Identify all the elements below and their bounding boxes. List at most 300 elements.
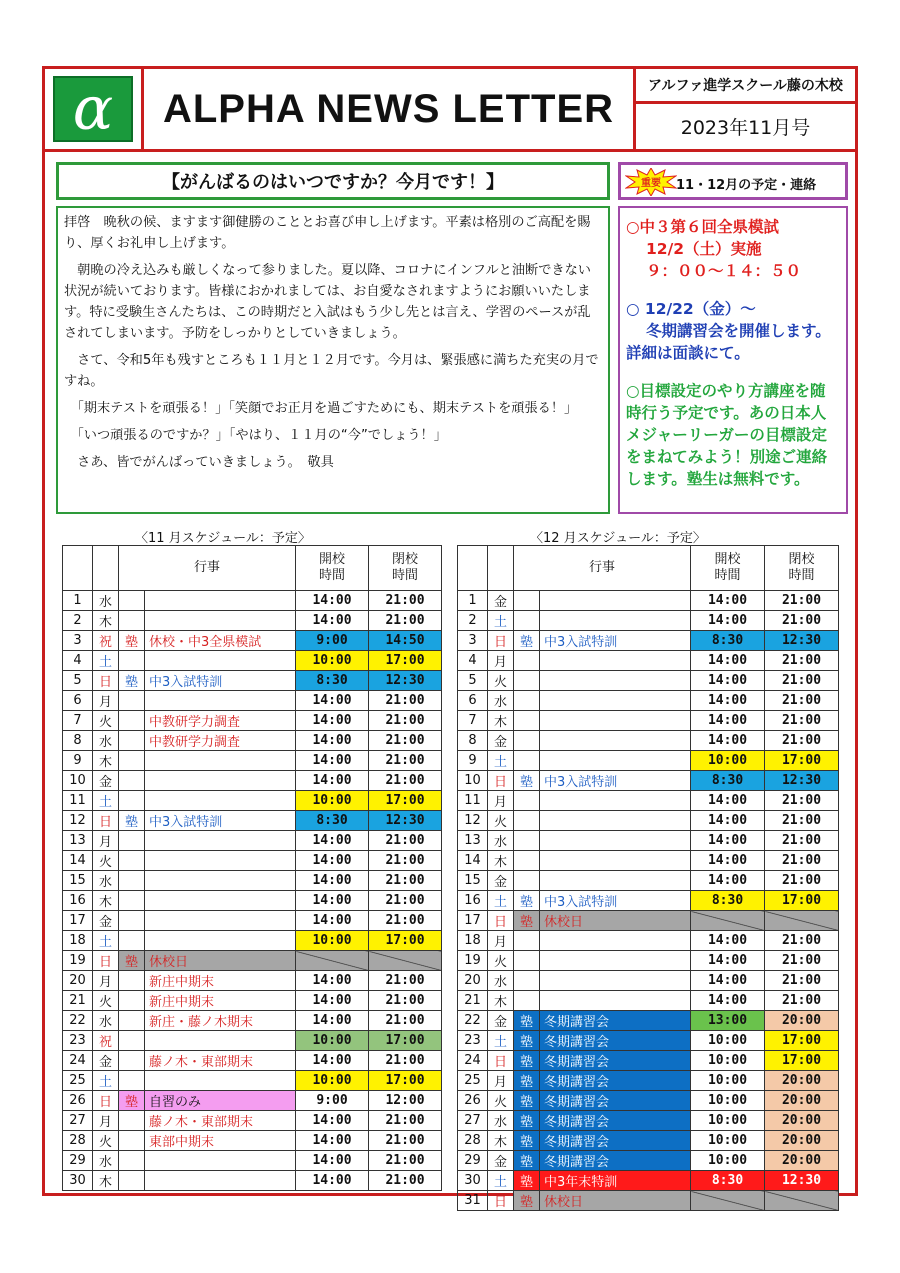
- table-row: [63, 811, 442, 831]
- day-cell: 19: [458, 951, 488, 971]
- juku-cell: 塾: [514, 1191, 540, 1211]
- weekday-cell: 日: [488, 1051, 514, 1071]
- open-time-cell: 10:00: [296, 1071, 369, 1091]
- day-cell: 2: [63, 611, 93, 631]
- close-time-cell: 21:00: [369, 1111, 442, 1131]
- table-row: [63, 771, 442, 791]
- event-cell: 冬期講習会: [540, 1011, 691, 1031]
- open-time-cell: 14:00: [296, 1051, 369, 1071]
- juku-cell: [514, 971, 540, 991]
- weekday-cell: 土: [488, 751, 514, 771]
- open-time-cell: 14:00: [691, 951, 765, 971]
- day-cell: 13: [63, 831, 93, 851]
- close-time-cell: 21:00: [765, 931, 839, 951]
- dec-schedule-table: [457, 545, 839, 1211]
- event-cell: [540, 931, 691, 951]
- event-cell: [145, 651, 296, 671]
- table-row: [458, 1111, 839, 1131]
- close-time-cell: 21:00: [369, 911, 442, 931]
- school-name: アルファ進学スクール藤の木校: [633, 66, 858, 104]
- close-time-cell: 21:00: [369, 1151, 442, 1171]
- juku-cell: [514, 731, 540, 751]
- header-weekday: [93, 546, 119, 591]
- open-time-cell: 14:00: [296, 891, 369, 911]
- close-time-cell: 20:00: [765, 1131, 839, 1151]
- notice-title: 11・12月の予定・連絡: [676, 178, 817, 193]
- weekday-cell: 日: [488, 771, 514, 791]
- newsletter-title: [141, 66, 636, 152]
- juku-cell: [119, 1131, 145, 1151]
- table-row: [458, 891, 839, 911]
- weekday-cell: 火: [488, 811, 514, 831]
- letter-paragraph: 拝啓 晩秋の候、ますます御健勝のこととお喜び申し上げます。平素は格別のご高配を賜り、厚くお礼申し上げます。: [64, 215, 591, 251]
- event-cell: [145, 791, 296, 811]
- juku-cell: [514, 611, 540, 631]
- day-cell: 27: [458, 1111, 488, 1131]
- event-cell: 新庄・藤ノ木期末: [145, 1011, 296, 1031]
- juku-cell: 塾: [514, 1071, 540, 1091]
- day-cell: 21: [458, 991, 488, 1011]
- notice-line: 12/2（土）実施: [646, 240, 762, 258]
- table-row: [63, 1011, 442, 1031]
- event-cell: [145, 691, 296, 711]
- close-time-cell: 21:00: [765, 711, 839, 731]
- notice-line: ９：００～１４：５０: [646, 262, 802, 280]
- table-row: [458, 851, 839, 871]
- day-cell: 20: [458, 971, 488, 991]
- juku-cell: [119, 771, 145, 791]
- juku-cell: [119, 611, 145, 631]
- event-cell: [540, 851, 691, 871]
- day-cell: 7: [458, 711, 488, 731]
- close-time-cell: 12:00: [369, 1091, 442, 1111]
- weekday-cell: 日: [93, 811, 119, 831]
- close-time-cell: 12:30: [369, 811, 442, 831]
- weekday-cell: 火: [488, 671, 514, 691]
- close-time-cell: 21:00: [369, 971, 442, 991]
- day-cell: 13: [458, 831, 488, 851]
- event-cell: 中3入試特訓: [145, 811, 296, 831]
- close-time-cell: 20:00: [765, 1151, 839, 1171]
- event-cell: 冬期講習会: [540, 1111, 691, 1131]
- close-time-cell: 21:00: [765, 731, 839, 751]
- juku-cell: 塾: [514, 1051, 540, 1071]
- weekday-cell: 木: [488, 711, 514, 731]
- open-time-cell: [691, 1191, 765, 1211]
- open-time-cell: 14:00: [296, 711, 369, 731]
- open-time-cell: 14:00: [296, 1111, 369, 1131]
- weekday-cell: 火: [93, 851, 119, 871]
- weekday-cell: 土: [488, 1171, 514, 1191]
- open-time-cell: 14:00: [691, 971, 765, 991]
- notice-line: ○ 12/22（金）～: [626, 300, 756, 318]
- open-time-cell: [296, 951, 369, 971]
- weekday-cell: 日: [488, 911, 514, 931]
- event-cell: 自習のみ: [145, 1091, 296, 1111]
- weekday-cell: 火: [93, 1131, 119, 1151]
- open-time-cell: 14:00: [296, 911, 369, 931]
- day-cell: 11: [63, 791, 93, 811]
- close-time-cell: 21:00: [765, 971, 839, 991]
- close-time-cell: 21:00: [369, 1051, 442, 1071]
- day-cell: 18: [63, 931, 93, 951]
- juku-cell: 塾: [514, 1011, 540, 1031]
- event-cell: [540, 591, 691, 611]
- juku-cell: [119, 851, 145, 871]
- header-close-time: 閉校 時間: [369, 546, 442, 591]
- open-time-cell: 14:00: [296, 731, 369, 751]
- table-row: [63, 1071, 442, 1091]
- table-row: [63, 791, 442, 811]
- event-cell: [540, 691, 691, 711]
- event-cell: [540, 951, 691, 971]
- greeting-letter: [56, 206, 610, 514]
- day-cell: 17: [458, 911, 488, 931]
- open-time-cell: 10:00: [691, 1111, 765, 1131]
- day-cell: 8: [63, 731, 93, 751]
- table-row: [458, 811, 839, 831]
- event-cell: 中3入試特訓: [145, 671, 296, 691]
- table-row: [458, 631, 839, 651]
- weekday-cell: 金: [488, 1151, 514, 1171]
- juku-cell: [119, 1031, 145, 1051]
- close-time-cell: 12:30: [765, 771, 839, 791]
- table-row: [458, 971, 839, 991]
- nov-schedule-title: 〈11 月スケジュール：予定〉: [135, 531, 311, 546]
- juku-cell: [119, 911, 145, 931]
- juku-cell: 塾: [514, 1131, 540, 1151]
- table-row: [63, 611, 442, 631]
- close-time-cell: 21:00: [765, 691, 839, 711]
- day-cell: 28: [63, 1131, 93, 1151]
- close-time-cell: 21:00: [765, 851, 839, 871]
- table-row: [63, 931, 442, 951]
- weekday-cell: 金: [93, 771, 119, 791]
- juku-cell: [119, 1051, 145, 1071]
- open-time-cell: 9:00: [296, 631, 369, 651]
- table-row: [63, 731, 442, 751]
- day-cell: 10: [458, 771, 488, 791]
- weekday-cell: 土: [93, 1071, 119, 1091]
- open-time-cell: [691, 911, 765, 931]
- close-time-cell: 21:00: [369, 691, 442, 711]
- day-cell: 4: [458, 651, 488, 671]
- weekday-cell: 木: [93, 891, 119, 911]
- event-cell: [540, 791, 691, 811]
- open-time-cell: 8:30: [691, 891, 765, 911]
- open-time-cell: 14:00: [296, 1011, 369, 1031]
- day-cell: 2: [458, 611, 488, 631]
- weekday-cell: 祝: [93, 631, 119, 651]
- event-cell: 休校・中3全県模試: [145, 631, 296, 651]
- open-time-cell: 14:00: [296, 771, 369, 791]
- open-time-cell: 10:00: [296, 651, 369, 671]
- day-cell: 8: [458, 731, 488, 751]
- nov-schedule-table: [62, 545, 442, 1191]
- table-row: [63, 951, 442, 971]
- day-cell: 1: [63, 591, 93, 611]
- juku-cell: [514, 951, 540, 971]
- juku-cell: 塾: [514, 911, 540, 931]
- event-cell: [145, 911, 296, 931]
- notice-line: ○中３第６回全県模試: [626, 218, 780, 236]
- open-time-cell: 8:30: [691, 1171, 765, 1191]
- day-cell: 20: [63, 971, 93, 991]
- open-time-cell: 14:00: [296, 831, 369, 851]
- open-time-cell: 10:00: [691, 1091, 765, 1111]
- event-cell: [540, 751, 691, 771]
- event-cell: [540, 711, 691, 731]
- close-time-cell: 17:00: [369, 791, 442, 811]
- table-row: [63, 831, 442, 851]
- close-time-cell: 17:00: [369, 651, 442, 671]
- day-cell: 21: [63, 991, 93, 1011]
- notice-item-mock-exam: [626, 216, 840, 282]
- day-cell: 15: [63, 871, 93, 891]
- weekday-cell: 水: [488, 971, 514, 991]
- event-cell: [145, 851, 296, 871]
- juku-cell: [119, 651, 145, 671]
- day-cell: 24: [458, 1051, 488, 1071]
- event-cell: 藤ノ木・東部期末: [145, 1051, 296, 1071]
- juku-cell: 塾: [514, 1151, 540, 1171]
- close-time-cell: 20:00: [765, 1011, 839, 1031]
- close-time-cell: 21:00: [369, 851, 442, 871]
- close-time-cell: 17:00: [369, 931, 442, 951]
- day-cell: 22: [63, 1011, 93, 1031]
- close-time-cell: 17:00: [369, 1071, 442, 1091]
- logo-glyph: α: [72, 74, 114, 144]
- important-burst-icon: [625, 168, 677, 196]
- close-time-cell: 21:00: [369, 771, 442, 791]
- close-time-cell: 21:00: [369, 751, 442, 771]
- weekday-cell: 金: [488, 871, 514, 891]
- table-row: [458, 911, 839, 931]
- juku-cell: 塾: [119, 671, 145, 691]
- day-cell: 7: [63, 711, 93, 731]
- day-cell: 9: [458, 751, 488, 771]
- table-row: [63, 1151, 442, 1171]
- event-cell: 冬期講習会: [540, 1151, 691, 1171]
- juku-cell: 塾: [119, 1091, 145, 1111]
- weekday-cell: 土: [488, 1031, 514, 1051]
- day-cell: 30: [458, 1171, 488, 1191]
- open-time-cell: 8:30: [296, 671, 369, 691]
- notice-item-goal-setting: [626, 380, 840, 490]
- event-cell: [145, 591, 296, 611]
- event-cell: [145, 1171, 296, 1191]
- open-time-cell: 10:00: [691, 1071, 765, 1091]
- event-cell: 中3入試特訓: [540, 631, 691, 651]
- weekday-cell: 金: [488, 1011, 514, 1031]
- day-cell: 22: [458, 1011, 488, 1031]
- close-time-cell: 12:30: [765, 631, 839, 651]
- table-row: [458, 1011, 839, 1031]
- juku-cell: [119, 1071, 145, 1091]
- table-row: [458, 651, 839, 671]
- table-row: [458, 611, 839, 631]
- table-row: [458, 1151, 839, 1171]
- day-cell: 23: [458, 1031, 488, 1051]
- close-time-cell: 14:50: [369, 631, 442, 651]
- open-time-cell: 14:00: [691, 671, 765, 691]
- weekday-cell: 月: [488, 651, 514, 671]
- open-time-cell: 8:30: [691, 631, 765, 651]
- open-time-cell: 14:00: [691, 931, 765, 951]
- weekday-cell: 祝: [93, 1031, 119, 1051]
- notice-line: ○目標設定のやり方講座を随時行う予定です。あの日本人メジャーリーガーの目標設定をまねてみよう！別途ご連絡します。塾生は無料です。: [626, 382, 828, 488]
- open-time-cell: 8:30: [296, 811, 369, 831]
- weekday-cell: 月: [488, 791, 514, 811]
- event-cell: [145, 871, 296, 891]
- event-cell: [540, 871, 691, 891]
- table-row: [458, 1051, 839, 1071]
- close-time-cell: 21:00: [369, 1011, 442, 1031]
- event-cell: [540, 651, 691, 671]
- juku-cell: [119, 831, 145, 851]
- issue-date: 2023年11月号: [633, 101, 858, 152]
- event-cell: [540, 731, 691, 751]
- dec-schedule-title: 〈12 月スケジュール：予定〉: [530, 531, 706, 546]
- weekday-cell: 土: [488, 891, 514, 911]
- table-row: [63, 1131, 442, 1151]
- event-cell: 休校日: [145, 951, 296, 971]
- weekday-cell: 日: [93, 1091, 119, 1111]
- table-row: [458, 591, 839, 611]
- juku-cell: [119, 691, 145, 711]
- header-open-time: 開校 時間: [691, 546, 765, 591]
- close-time-cell: 21:00: [765, 991, 839, 1011]
- open-time-cell: 14:00: [691, 811, 765, 831]
- open-time-cell: 9:00: [296, 1091, 369, 1111]
- open-time-cell: 10:00: [691, 1151, 765, 1171]
- weekday-cell: 月: [93, 691, 119, 711]
- table-row: [458, 751, 839, 771]
- juku-cell: 塾: [514, 1171, 540, 1191]
- notice-item-winter-course: [626, 298, 840, 364]
- table-row: [458, 871, 839, 891]
- open-time-cell: 13:00: [691, 1011, 765, 1031]
- event-cell: 中3入試特訓: [540, 891, 691, 911]
- close-time-cell: [369, 951, 442, 971]
- weekday-cell: 水: [93, 1011, 119, 1031]
- table-row: [458, 671, 839, 691]
- table-row: [458, 831, 839, 851]
- weekday-cell: 土: [488, 611, 514, 631]
- day-cell: 17: [63, 911, 93, 931]
- weekday-cell: 水: [93, 731, 119, 751]
- day-cell: 29: [458, 1151, 488, 1171]
- day-cell: 26: [63, 1091, 93, 1111]
- weekday-cell: 木: [93, 1171, 119, 1191]
- weekday-cell: 火: [488, 951, 514, 971]
- table-row: [458, 991, 839, 1011]
- juku-cell: [119, 971, 145, 991]
- header-weekday: [488, 546, 514, 591]
- juku-cell: [119, 891, 145, 911]
- close-time-cell: 21:00: [765, 951, 839, 971]
- table-row: [63, 971, 442, 991]
- open-time-cell: 10:00: [296, 791, 369, 811]
- table-row: [63, 871, 442, 891]
- table-row: [458, 1191, 839, 1211]
- juku-cell: [119, 931, 145, 951]
- event-cell: 中教研学力調査: [145, 711, 296, 731]
- table-row: [63, 891, 442, 911]
- juku-cell: 塾: [514, 1091, 540, 1111]
- juku-cell: 塾: [514, 1031, 540, 1051]
- event-cell: 冬期講習会: [540, 1091, 691, 1111]
- day-cell: 28: [458, 1131, 488, 1151]
- close-time-cell: 17:00: [369, 1031, 442, 1051]
- notice-line: 冬期講習会を開催します。: [646, 322, 831, 340]
- table-row: [63, 751, 442, 771]
- weekday-cell: 日: [488, 1191, 514, 1211]
- event-cell: 冬期講習会: [540, 1051, 691, 1071]
- event-cell: [540, 831, 691, 851]
- juku-cell: [119, 751, 145, 771]
- weekday-cell: 金: [93, 1051, 119, 1071]
- event-cell: [540, 611, 691, 631]
- event-cell: 休校日: [540, 1191, 691, 1211]
- day-cell: 26: [458, 1091, 488, 1111]
- event-cell: 中3年末特訓: [540, 1171, 691, 1191]
- table-row: [458, 1171, 839, 1191]
- close-time-cell: 17:00: [765, 751, 839, 771]
- letter-paragraph: 「いつ頑張るのですか？」「やはり、１１月の“今”でしょう！」: [64, 428, 447, 443]
- day-cell: 12: [458, 811, 488, 831]
- letter-paragraph: さて、令和5年も残すところも１１月と１２月です。今月は、緊張感に満ちた充実の月ですね。: [64, 353, 599, 389]
- weekday-cell: 月: [93, 831, 119, 851]
- event-cell: [145, 771, 296, 791]
- event-cell: [540, 991, 691, 1011]
- weekday-cell: 水: [93, 871, 119, 891]
- event-cell: [145, 1071, 296, 1091]
- day-cell: 10: [63, 771, 93, 791]
- juku-cell: [119, 791, 145, 811]
- weekday-cell: 土: [93, 931, 119, 951]
- table-row: [63, 1171, 442, 1191]
- event-cell: [145, 611, 296, 631]
- table-row: [458, 1031, 839, 1051]
- day-cell: 16: [458, 891, 488, 911]
- close-time-cell: 21:00: [765, 591, 839, 611]
- weekday-cell: 水: [93, 591, 119, 611]
- juku-cell: [119, 1151, 145, 1171]
- close-time-cell: 21:00: [369, 611, 442, 631]
- weekday-cell: 火: [93, 711, 119, 731]
- notice-box: [618, 206, 848, 514]
- open-time-cell: 14:00: [296, 1151, 369, 1171]
- juku-cell: [119, 1011, 145, 1031]
- open-time-cell: 14:00: [691, 611, 765, 631]
- juku-cell: [514, 871, 540, 891]
- juku-cell: 塾: [119, 811, 145, 831]
- day-cell: 31: [458, 1191, 488, 1211]
- juku-cell: [514, 831, 540, 851]
- open-time-cell: 14:00: [691, 731, 765, 751]
- juku-cell: [514, 811, 540, 831]
- open-time-cell: 14:00: [691, 851, 765, 871]
- table-row: [63, 1051, 442, 1071]
- event-cell: 中3入試特訓: [540, 771, 691, 791]
- open-time-cell: 10:00: [296, 1031, 369, 1051]
- weekday-cell: 火: [488, 1091, 514, 1111]
- juku-cell: [514, 691, 540, 711]
- event-cell: 藤ノ木・東部期末: [145, 1111, 296, 1131]
- juku-cell: [119, 591, 145, 611]
- table-row: [63, 991, 442, 1011]
